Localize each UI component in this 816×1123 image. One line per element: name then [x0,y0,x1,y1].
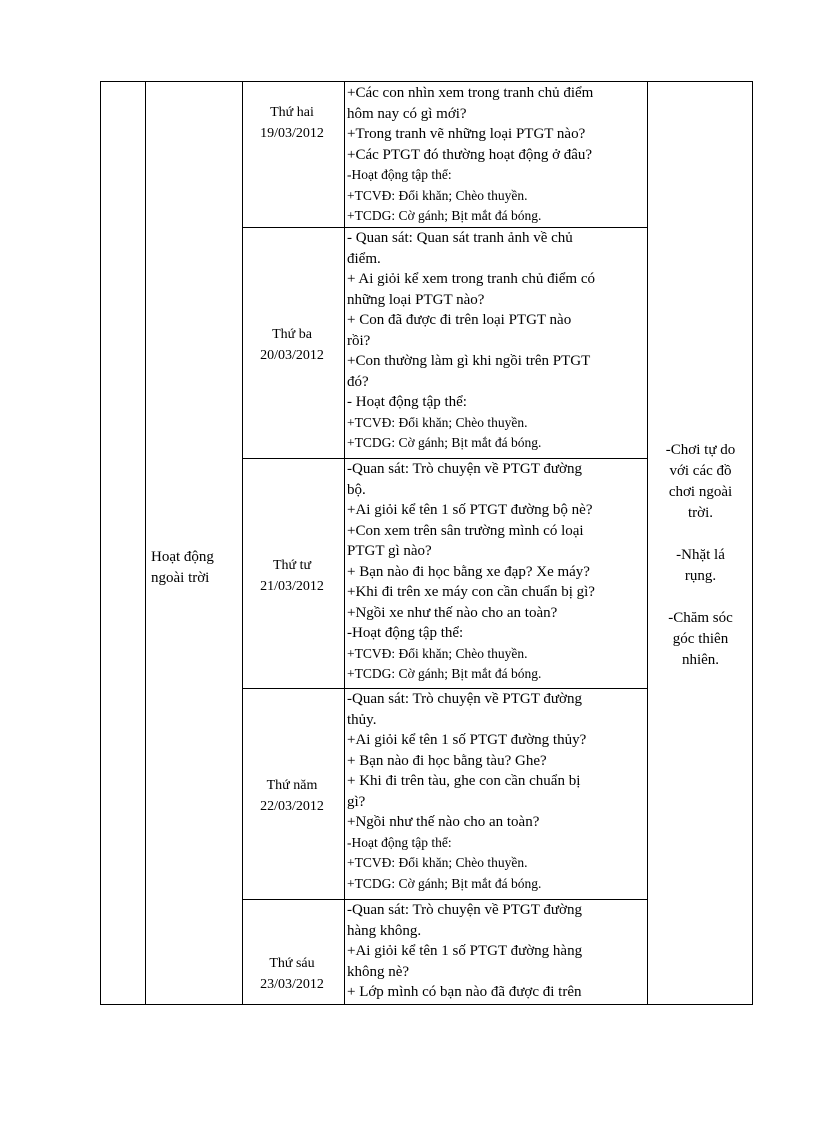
activity-line: -Quan sát: Trò chuyện về PTGT đường [347,902,582,918]
day-cell-tuesday [242,324,342,366]
activity-line: +Con xem trên sân trường mình có loại [347,522,584,539]
free-play-line: nhiên. [681,652,720,668]
day-cell-wednesday [242,555,342,597]
activity-line: rồi? [347,332,371,349]
column-divider [145,82,146,1004]
activity-line: +Ai giỏi kể tên 1 số PTGT đường bộ nè? [347,502,593,518]
activity-line: + Ai giỏi kể xem trong tranh chủ điểm có [347,271,595,287]
free-play-spacer [649,587,752,608]
activity-line: +Ai giỏi kể tên 1 số PTGT đường thủy? [347,732,587,748]
activity-line: PTGT gì nào? [347,543,432,559]
schedule-table [100,81,753,1005]
free-play-line: -Chơi tự do [665,442,736,458]
day-date: 22/03/2012 [260,799,324,814]
activity-line: thủy. [347,711,377,728]
activity-cell-monday [347,83,647,227]
free-play-line: góc thiên [672,631,729,647]
column-divider [647,82,648,1004]
activity-line: +Các PTGT đó thường hoạt động ở đâu? [347,146,593,163]
activity-line: +Khi đi trên xe máy con cần chuẩn bị gì? [347,584,595,600]
activity-line: điểm. [347,250,381,267]
activity-line: những loại PTGT nào? [347,291,485,308]
day-date: 23/03/2012 [260,977,324,992]
activity-line: +Trong tranh vẽ những loại PTGT nào? [347,126,586,142]
day-name: Thứ hai [270,105,314,120]
activity-line: +Ngồi xe như thế nào cho an toàn? [347,604,558,621]
activity-line: + Lớp mình có bạn nào đã được đi trên [347,984,582,1000]
activity-line: +TCDG: Cờ gánh; Bịt mắt đá bóng. [347,875,542,891]
day-date: 21/03/2012 [260,579,324,594]
activity-cell-wednesday [347,459,647,685]
activity-line: +TCVĐ: Đổi khăn; Chèo thuyền. [347,187,528,203]
day-date: 20/03/2012 [260,348,324,363]
free-play-line: -Nhặt lá [676,547,725,563]
activity-line: không nè? [347,963,410,980]
activity-cell-friday [347,900,647,1003]
activity-line: - Hoạt động tập thể: [347,394,467,410]
activity-line: + Khi đi trên tàu, ghe con cần chuẩn bị [347,773,581,789]
activity-line: +Con thường làm gì khi ngồi trên PTGT [347,353,591,369]
activity-line: + Con đã được đi trên loại PTGT nào [347,312,572,328]
activity-line: +TCVĐ: Đổi khăn; Chèo thuyền. [347,855,528,870]
free-play-line: với các đồ [669,463,732,479]
activity-line: -Quan sát: Trò chuyện về PTGT đường [347,461,582,477]
activity-cell-tuesday [347,228,647,454]
activity-line: +TCDG: Cờ gánh; Bịt mắt đá bóng. [347,666,542,681]
free-play-line: -Chăm sóc [668,610,733,626]
free-play-line: chơi ngoài [668,484,733,500]
free-play-cell [649,440,752,671]
activity-line: -Quan sát: Trò chuyện về PTGT đường [347,691,582,707]
free-play-line: rụng. [684,568,717,584]
column-divider [242,82,243,1004]
activity-line: +TCVĐ: Đổi khăn; Chèo thuyền. [347,414,528,430]
free-play-line: trời. [687,505,713,521]
day-cell-thursday [242,775,342,817]
day-name: Thứ tư [272,558,312,573]
activity-line: -Hoạt động tập thể: [347,167,452,182]
day-name: Thứ ba [272,327,312,342]
activity-group-line: Hoạt động [151,549,214,565]
free-play-spacer [649,524,752,545]
activity-line: -Hoạt động tập thể: [347,834,452,850]
activity-line: hàng không. [347,922,422,939]
column-divider [344,82,345,1004]
activity-line: + Bạn nào đi học bằng tàu? Ghe? [347,752,547,769]
activity-line: +TCDG: Cờ gánh; Bịt mắt đá bóng. [347,208,542,223]
day-name: Thứ năm [266,778,318,793]
activity-line: +TCDG: Cờ gánh; Bịt mắt đá bóng. [347,435,542,450]
day-name: Thứ sáu [269,956,315,971]
activity-group-cell [147,547,246,589]
activity-line: đó? [347,373,369,390]
activity-line: gì? [347,793,366,810]
day-cell-monday [242,102,342,144]
activity-line: - Quan sát: Quan sát tranh ảnh về chủ [347,230,573,246]
activity-line: +Các con nhìn xem trong tranh chủ điểm [347,85,594,101]
day-cell-friday [242,953,342,995]
activity-line: +TCVĐ: Đổi khăn; Chèo thuyền. [347,645,528,661]
activity-line: +Ai giỏi kể tên 1 số PTGT đường hàng [347,943,583,959]
activity-line: hôm nay có gì mới? [347,105,467,122]
activity-line: + Bạn nào đi học bằng xe đạp? Xe máy? [347,563,590,580]
day-date: 19/03/2012 [260,126,324,141]
activity-line: +Ngồi như thế nào cho an toàn? [347,814,540,830]
activity-group-line: ngoài trời [151,570,210,586]
activity-cell-thursday [347,689,647,894]
activity-line: bộ. [347,481,366,498]
activity-line: -Hoạt động tập thể: [347,625,464,641]
